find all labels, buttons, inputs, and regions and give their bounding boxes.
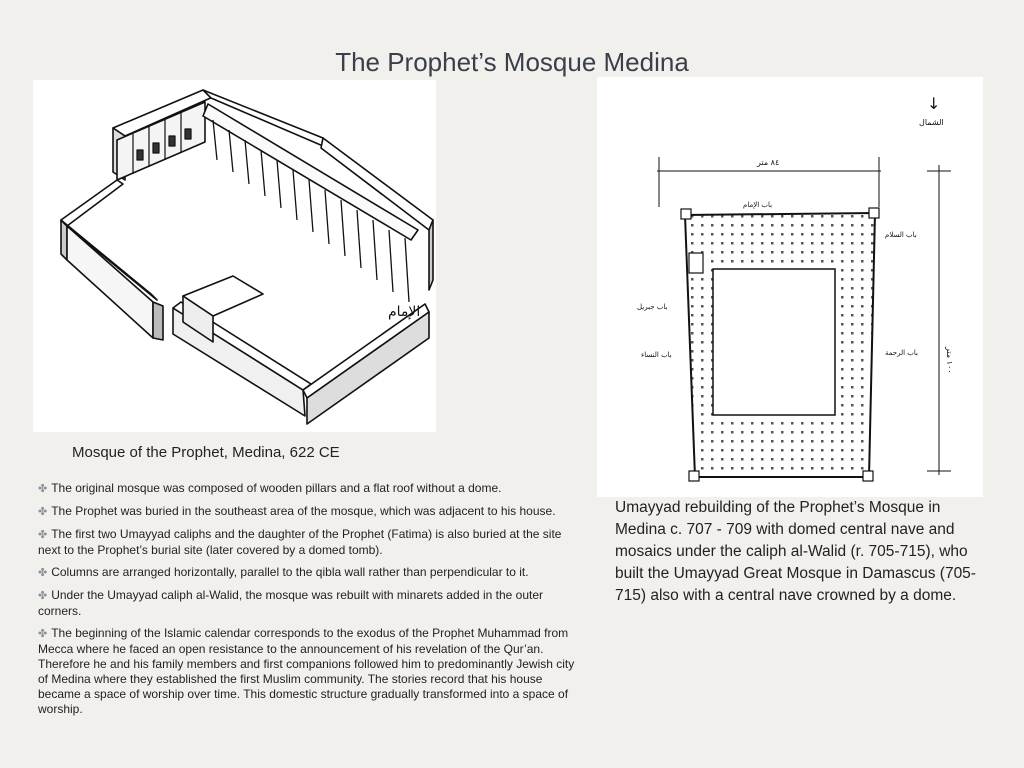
- bullet-item: ✤ Columns are arranged horizontally, parallel to the qibla wall rather than perpendicular to it.: [38, 565, 529, 579]
- right-figure-caption: Umayyad rebuilding of the Prophet’s Mosque in Medina c. 707 - 709 with domed central nave and mosaics under the caliph al-Walid (r. 705-715), who built the Umayyad Great Mosque in Damascus (705-715) also with a central nave crowned by a dome.: [615, 499, 976, 604]
- bullet-list: [30, 481, 582, 724]
- bullet-item: ✤ The Prophet was buried in the southeast area of the mosque, which was adjacent to his house.: [38, 504, 556, 518]
- bullet-marker-icon: ✤: [38, 483, 48, 495]
- door-salam-label: باب السلام: [885, 231, 917, 239]
- bullet-marker-icon: ✤: [38, 567, 48, 579]
- bullet-marker-icon: ✤: [38, 506, 48, 518]
- door-nisa-label: باب النساء: [641, 351, 672, 359]
- floor-plan-svg: [597, 77, 983, 497]
- bullet-item: ✤ The original mosque was composed of wooden pillars and a flat roof without a dome.: [38, 481, 502, 495]
- bullet-marker-icon: ✤: [38, 628, 48, 640]
- height-dimension: ١٠٠ متر: [945, 347, 954, 374]
- north-label: الشمال: [919, 118, 944, 127]
- bullet-item: ✤ Under the Umayyad caliph al-Walid, the mosque was rebuilt with minarets added in the outer corners.: [38, 588, 544, 618]
- bullet-item: ✤ The beginning of the Islamic calendar corresponds to the exodus of the Prophet Muhammad from Mecca where he faced an open resistance to the announcement of his revelation of the Qur’an. Therefore he and his family members and first companions followed him to predominantly Jewish city of Medina where they established the first Muslim community. The stories record that his house became a space of worship over time. This domestic structure gradually transformed into a space of worship.: [38, 626, 575, 716]
- isometric-mosque-svg: [33, 80, 436, 432]
- door-rahma-label: باب الرحمة: [885, 349, 918, 357]
- north-arrow-icon: ↓: [927, 94, 941, 113]
- bullet-marker-icon: ✤: [38, 590, 48, 602]
- slide-title: The Prophet’s Mosque Medina: [335, 47, 689, 77]
- left-figure-caption: Mosque of the Prophet, Medina, 622 CE: [72, 444, 340, 461]
- door-imam-label: باب الإمام: [743, 201, 773, 209]
- bullet-item: ✤ The first two Umayyad caliphs and the daughter of the Prophet (Fatima) is also buried at the site next to the Prophet’s burial site (later covered by a domed tomb).: [38, 527, 562, 557]
- drawing-signature: الإمام: [388, 304, 421, 320]
- floor-plan-drawing: [597, 77, 983, 497]
- width-dimension: ٨٤ متر: [757, 158, 780, 167]
- bullet-marker-icon: ✤: [38, 529, 48, 541]
- isometric-mosque-drawing: [33, 80, 436, 432]
- door-jibril-label: باب جبريل: [637, 303, 668, 311]
